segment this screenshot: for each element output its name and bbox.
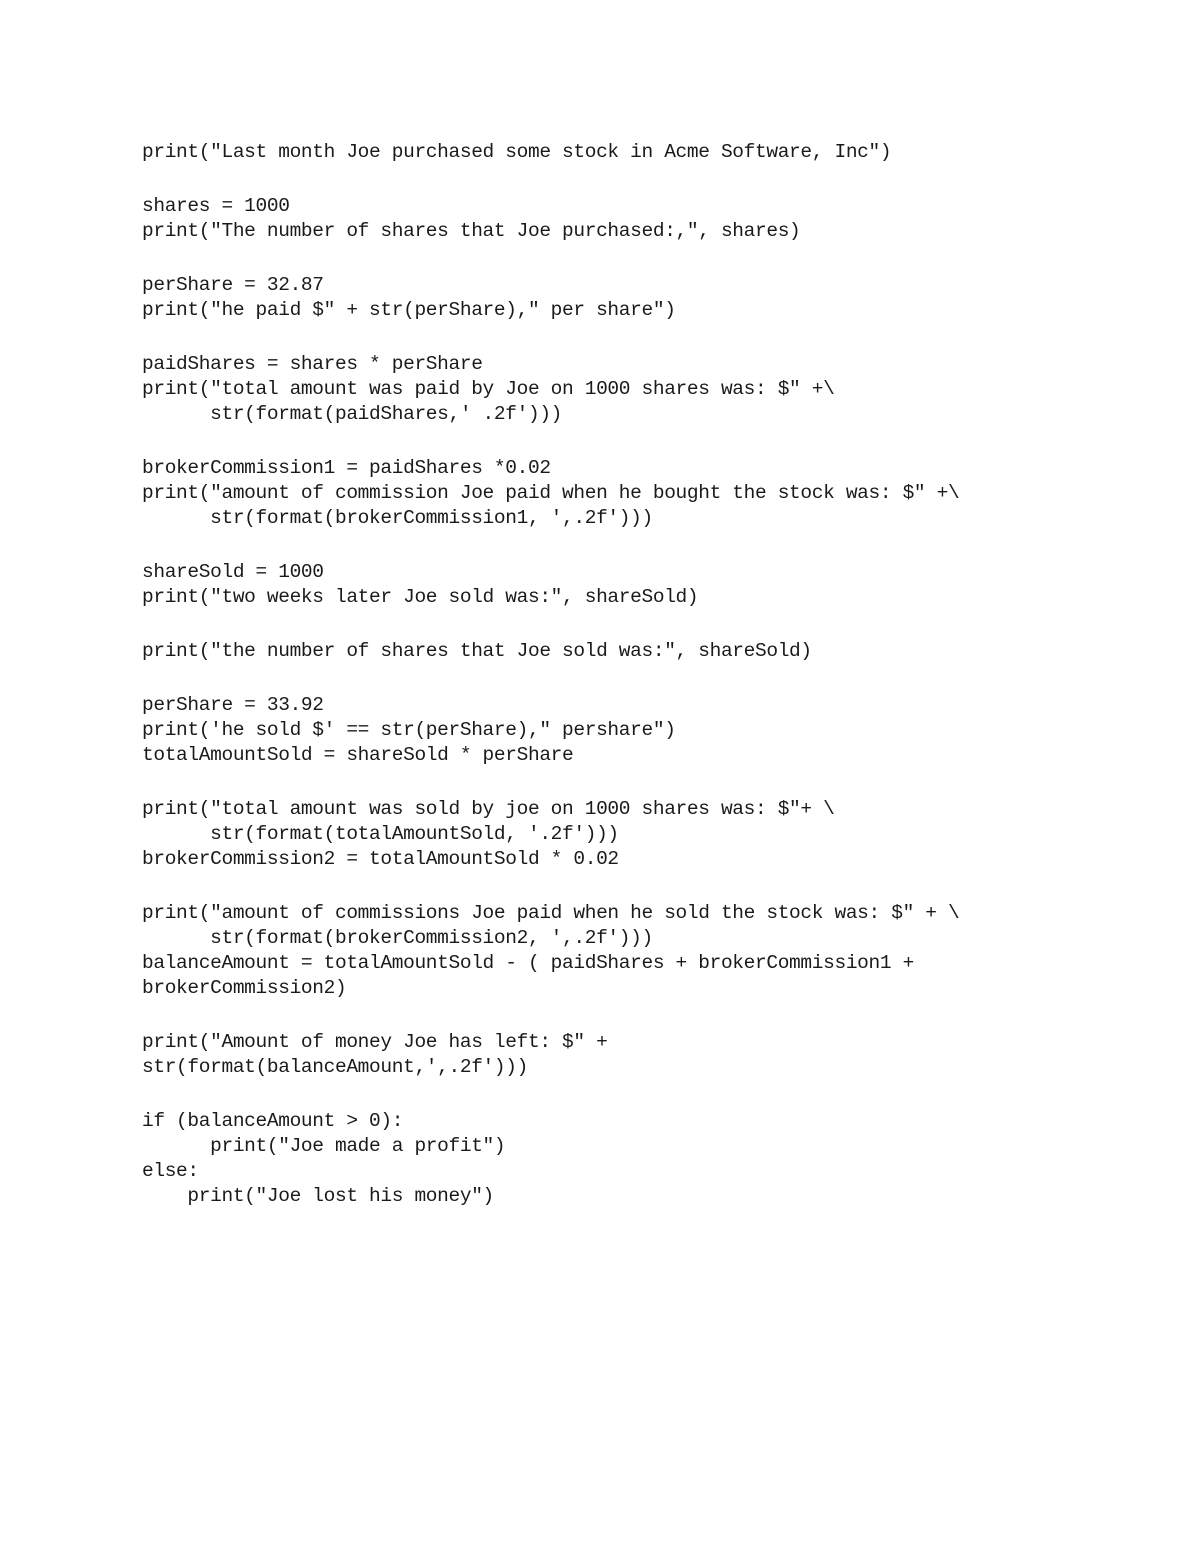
blank-line <box>142 427 1142 456</box>
code-line: print("Joe made a profit") <box>142 1135 506 1157</box>
code-line: print("amount of commission Joe paid when he bought the stock was: $" +\ <box>142 482 960 504</box>
code-line: str(format(balanceAmount,',.2f'))) <box>142 1056 528 1078</box>
blank-line <box>142 872 1142 901</box>
code-line: print('he sold $' == str(perShare)," pershare") <box>142 719 676 741</box>
code-line: totalAmountSold = shareSold * perShare <box>142 744 574 766</box>
code-line: brokerCommission2 = totalAmountSold * 0.02 <box>142 848 619 870</box>
code-line: print("he paid $" + str(perShare)," per share") <box>142 299 676 321</box>
blank-line <box>142 323 1142 352</box>
code-line: print("total amount was paid by Joe on 1000 shares was: $" +\ <box>142 378 835 400</box>
code-line: str(format(brokerCommission2, ',.2f'))) <box>142 927 653 949</box>
code-line: print("two weeks later Joe sold was:", shareSold) <box>142 586 699 608</box>
blank-line <box>142 165 1142 194</box>
code-line: print("total amount was sold by joe on 1000 shares was: $"+ \ <box>142 798 835 820</box>
blank-line <box>142 1080 1142 1109</box>
code-block <box>142 140 1142 1209</box>
code-line: print("amount of commissions Joe paid when he sold the stock was: $" + \ <box>142 902 960 924</box>
code-line: str(format(paidShares,' .2f'))) <box>142 403 563 425</box>
blank-line <box>142 244 1142 273</box>
code-line: str(format(brokerCommission1, ',.2f'))) <box>142 507 653 529</box>
code-line: shareSold = 1000 <box>142 561 324 583</box>
blank-line <box>142 610 1142 639</box>
code-line: print("The number of shares that Joe purchased:,", shares) <box>142 220 801 242</box>
blank-line <box>142 531 1142 560</box>
code-line: print("Last month Joe purchased some stock in Acme Software, Inc") <box>142 141 892 163</box>
code-line: else: <box>142 1160 199 1182</box>
code-line: shares = 1000 <box>142 195 290 217</box>
code-line: str(format(totalAmountSold, '.2f'))) <box>142 823 619 845</box>
code-line: paidShares = shares * perShare <box>142 353 483 375</box>
code-line: print("Joe lost his money") <box>142 1185 494 1207</box>
blank-line <box>142 1001 1142 1030</box>
code-line: perShare = 33.92 <box>142 694 324 716</box>
code-line: brokerCommission1 = paidShares *0.02 <box>142 457 551 479</box>
blank-line <box>142 768 1142 797</box>
code-line: brokerCommission2) <box>142 977 347 999</box>
code-line: print("Amount of money Joe has left: $" + <box>142 1031 608 1053</box>
code-line: if (balanceAmount > 0): <box>142 1110 404 1132</box>
code-line: balanceAmount = totalAmountSold - ( paidShares + brokerCommission1 + <box>142 952 914 974</box>
code-line: print("the number of shares that Joe sold was:", shareSold) <box>142 640 812 662</box>
code-line: perShare = 32.87 <box>142 274 324 296</box>
blank-line <box>142 664 1142 693</box>
